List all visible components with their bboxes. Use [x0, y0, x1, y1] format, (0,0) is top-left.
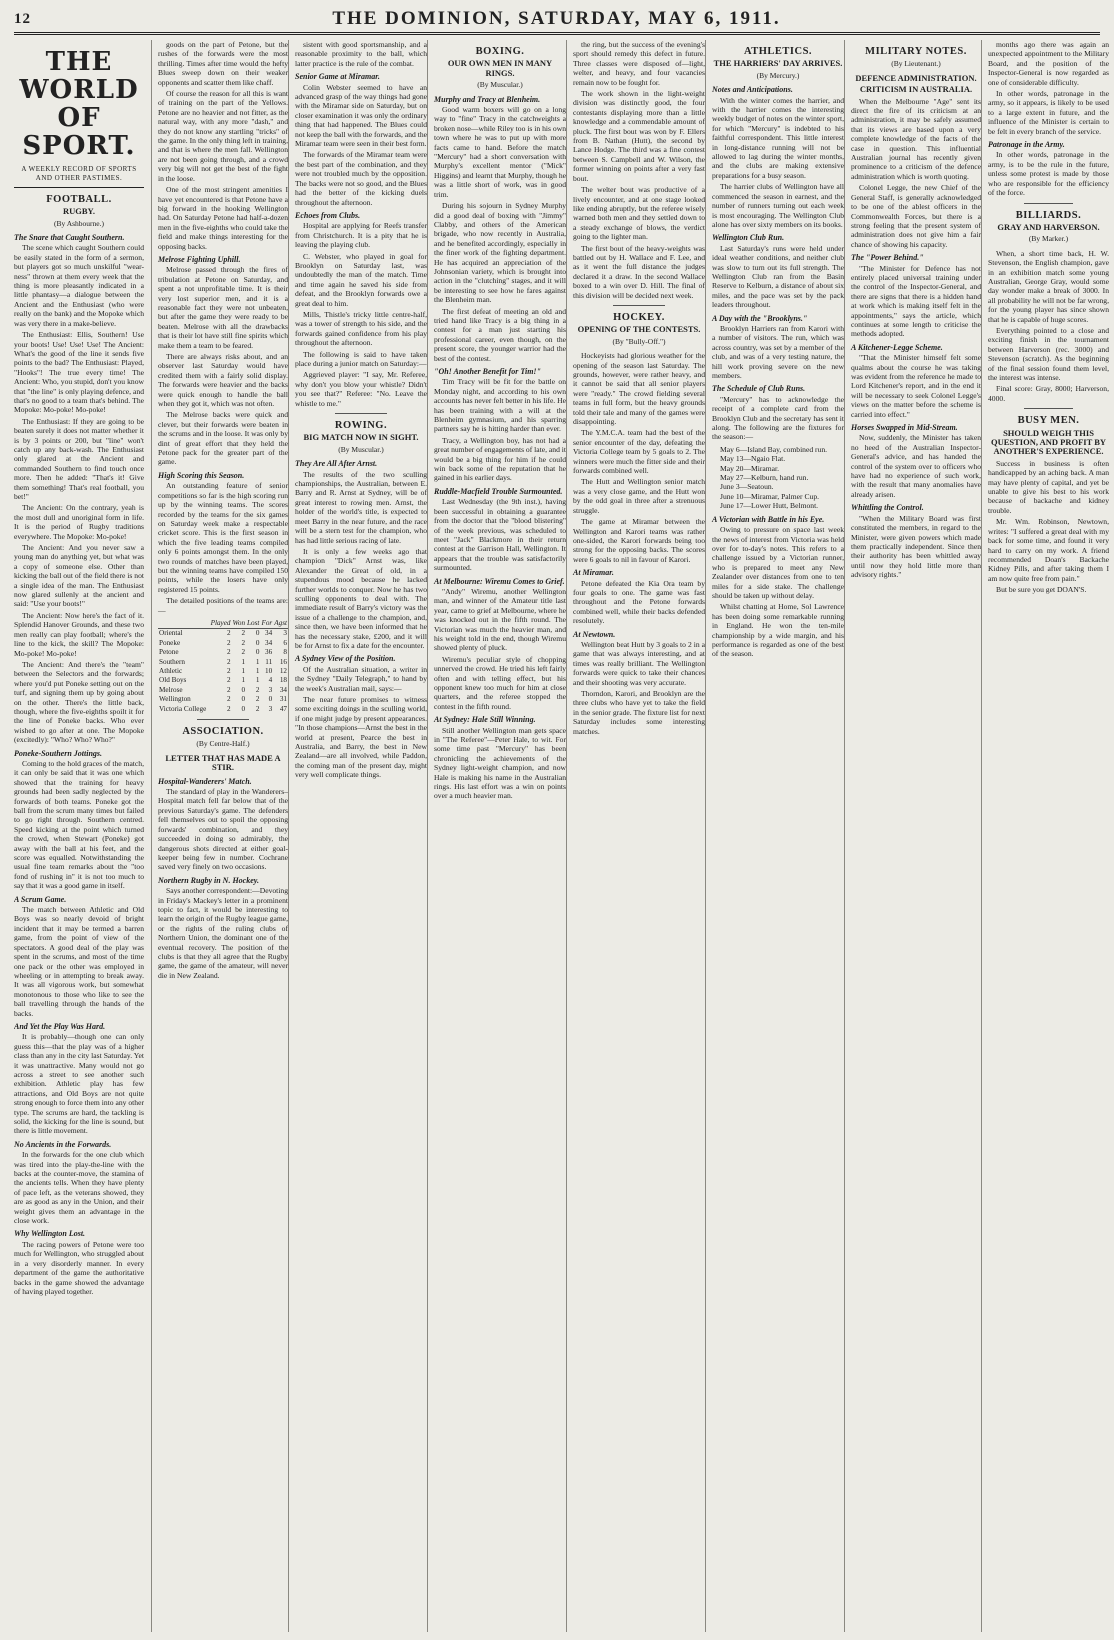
byline: (By Centre-Half.) — [196, 739, 250, 749]
table-cell: Oriental — [159, 629, 183, 638]
list-item: May 13—Ngaio Flat. — [720, 454, 786, 464]
table-cell: 2 — [226, 657, 231, 666]
table-header-cell: Agst — [274, 618, 287, 627]
table-cell: 1 — [255, 667, 260, 675]
paragraph: "Mercury" has to acknowledge the receipt of a complete card from the Brooklyn Club and the secretary has sent it along. The following are the fixtures for the season:— — [712, 394, 844, 442]
table-cell: 2 — [226, 638, 231, 647]
advert-subheading: SHOULD WEIGH THIS QUESTION, AND PROFIT BY ANOTHER'S EXPERIENCE. — [990, 427, 1107, 457]
table-row — [158, 695, 288, 704]
table-caption: The detailed positions of the teams are:— — [158, 596, 288, 615]
article-subheading: GRAY AND HARVERSON. — [997, 221, 1100, 232]
paragraph: Colonel Legge, the new Chief of the General Staff, is generally acknowledged to be one of the ablest officers in the Commonwealth Forces, but there is a strong feeling that the present system of administration does not give him a fair chance of showing his capacity. — [851, 183, 981, 249]
paragraph: The welter bout was productive of a lively encounter, and at one stage looked like ending abruptly, but the referee wisely warned both men and they settled down to a steady exchange of blows, the verdict going to the lighter man. — [573, 185, 705, 242]
table-cell: 1 — [241, 657, 246, 666]
column-8 — [981, 40, 1109, 1632]
paragraph: Mills, Thistle's tricky little centre-half, was a tower of strength to his side, and the forwards gained confidence from his play throughout the afternoon. — [295, 309, 427, 348]
paragraph: The Melrose backs were quick and clever, but their forwards were beaten in the scrums and in the loose. It was only by dint of great effort that they held the Petone pack for the greater part of the game. — [158, 410, 288, 467]
table-cell: 0 — [255, 648, 260, 657]
table-cell: 0 — [255, 629, 260, 638]
table-cell: 2 — [226, 704, 231, 713]
paragraph: Still another Wellington man gets space in "The Referee"—Peter Hale, to wit. For some time past "Mercury" has been chronicling the achievements of the Sydney light-weight champion, and now Hale is making his name in the Australian rings. His last effort was a win on points over a much heavier man. — [434, 725, 566, 801]
paragraph: With the winter comes the harrier, and with the harrier comes the interesting weekly budget of notes on the winter sport, for which "Mercury" is indebted to his faithful correspondent. This little interest in long-distance running will not be allowed to lag during the winter months, and the clubs are making extensive preparations for a busy season. — [712, 95, 844, 180]
table-cell: Poneke — [159, 638, 181, 647]
byline: (By Lieutenant.) — [891, 59, 941, 69]
article-heading: At Melbourne: Wiremu Comes to Grief. — [434, 576, 565, 586]
paragraph: In other words, patronage in the army, so it appears, is likely to be used to a large extent in future, and the influence of the Minister is certain to be felt in every branch of the service. — [988, 89, 1109, 136]
table-cell: 1 — [241, 676, 246, 685]
paragraph: Mr. Wm. Robinson, Newtown, writes: "I suffered a great deal with my back for some time, and found it very hard to carry on my work. A friend recommended Doan's Backache Kidney Pills, and after taking them I am now quite free from pain." — [988, 517, 1109, 583]
list-item: June 3—Seatoun. — [720, 482, 774, 492]
table-cell: 2 — [226, 648, 231, 657]
paragraph: Hockeyists had glorious weather for the opening of the season last Saturday. The grounds, however, were rather heavy, and it cannot be said that all senior players were "ready." The crowd fielding several teams in full form, but the heavy grounds told their tale and many of the games were disappointing. — [573, 351, 705, 427]
table-cell: 11 — [265, 657, 273, 666]
table-cell: 3 — [268, 704, 273, 713]
paragraph: The work shown in the light-weight division was distinctly good, the four contestants displaying more than a little knowledge and a commendable amount of pluck. The first bout was won by F. Ellers from B. Nathan (Hutt), the second by Lance Hodge. The third was a fine contest between S. Campbell and W. Wilson, the former winning on points after a very fast bout. — [573, 89, 705, 183]
paragraph: An outstanding feature of senior competitions so far is the high scoring run up by the winning teams. The scores recorded by the teams for the six games on Saturday week make a respectable cricket score. This is the first season in which the five leading teams compiled only 6 points amongst them. In the only two rounds of matches have been played, but the winning teams have compiled 150 points, while the losers have only registered 15 points. — [158, 481, 288, 594]
table-cell: Old Boys — [159, 676, 187, 685]
table-cell: 1 — [241, 667, 246, 675]
paragraph: The harrier clubs of Wellington have all commenced the season in earnest, and the number of runners turning out each week is most encouraging. The Wellington Club alone has over sixty members on its books. — [712, 182, 844, 229]
run-schedule-list — [720, 445, 844, 511]
article-subheading: DEFENCE ADMINISTRATION. — [855, 72, 977, 83]
paragraph: Final score: Gray, 8000; Harverson, 4000. — [988, 384, 1109, 403]
article-heading: A Scrum Game. — [14, 894, 67, 904]
rugby-subheading: RUGBY. — [62, 206, 96, 217]
column-1 — [14, 40, 144, 1632]
article-subheading: OPENING OF THE CONTESTS. — [577, 324, 701, 335]
paragraph: Brooklyn Harriers ran from Karori with a number of visitors. The run, which was across country, was set by a member of the club, and was of a very testing nature, the hill work proving severe on the new members. — [712, 323, 844, 380]
article-heading: At Miramar. — [573, 568, 614, 578]
paragraph: The Hutt and Wellington senior match was a very close game, and the Hutt won by the odd goal in three after a strenuous struggle. — [573, 477, 705, 515]
paragraph: the ring, but the success of the evening's sport should remedy this defect in future. Three classes were disposed of—light, welter, and heavy, and four vacancies remain now to be fought for. — [573, 40, 705, 87]
football-heading: FOOTBALL. — [46, 193, 112, 205]
table-row — [158, 676, 288, 685]
byline: (By Ashbourne.) — [54, 218, 104, 228]
table-cell: 0 — [241, 695, 246, 704]
list-item: May 6—Island Bay, combined run. — [720, 444, 828, 454]
masthead-title: THE DOMINION, SATURDAY, MAY 6, 1911. — [332, 8, 781, 29]
table-row — [158, 667, 288, 676]
paragraph: "Andy" Wiremu, another Wellington man, and winner of the Amateur title last year, came to grief at Melbourne, where he was knocked out in the fifth round. The Victorian was much the heavier man, and his weight told in the end, though Wiremu showed plenty of pluck. — [434, 586, 566, 653]
table-cell: 34 — [279, 685, 287, 694]
byline: (By Marker.) — [1028, 234, 1069, 244]
paragraph: Of the Australian situation, a writer in the Sydney "Daily Telegraph," to hand by the week's Australian mail, says:— — [295, 664, 427, 693]
column-6 — [705, 40, 844, 1632]
article-heading: The Snare that Caught Southern. — [14, 233, 125, 243]
paragraph: Last Saturday's runs were held under ideal weather conditions, and neither club was slow to turn out its full strength. The Wellington Club ran from the Basin Reserve to Kelburn, a distance of about six miles, and the pace was set by the pack leaders throughout. — [712, 243, 844, 310]
paragraph: In the forwards for the one club which was tired into the play-the-line with the backs at the counter-move, the stamina of the ancients tells. When they have plenty of pace left, as the veterans showed, they are as good as any in the Union, and their weight gives them an advantage in the close work. — [14, 1150, 144, 1226]
paragraph: The standard of play in the Wanderers–Hospital match fell far below that of the previous Saturday's game. The defenders fell themselves out to spoil the opposing forwards' combination, and they succeeded in doing so admirably, the dangerous shots directed at either goal-keeper being few in number. Cochrane saved very finely on two occasions. — [158, 787, 288, 872]
paragraph: sistent with good sportsmanship, and a reasonable proximity to the ball, which latter practice is the rule of the combat. — [295, 40, 427, 68]
table-row — [158, 658, 288, 667]
paragraph: "The Minister for Defence has not entirely placed universal training under the control of the Inspector-General, and there are signs that there is a hidden hand at work which is making itself felt in the appointments," says the article, which continues at some length to criticise the methods adopted. — [851, 263, 981, 339]
paragraph: The scene which caught Southern could be easily stated in the form of a sermon, but players got so much unskilful "wear-ness" thrown at them every week that the thing is more pleasantly indicated in a little phantasy—a dialogue between the Ancient and the Enthusiast (who were really on the bank) and the Mopoke which was very there in a make-believe. — [14, 243, 144, 328]
table-cell: 2 — [241, 648, 246, 657]
article-heading: Notes and Anticipations. — [712, 85, 793, 95]
section-masthead-subtitle: A WEEKLY RECORD OF SPORTS AND OTHER PASTIMES. — [14, 165, 144, 188]
list-item: June 10—Miramar, Palmer Cup. — [720, 491, 820, 501]
paragraph: Owing to pressure on space last week the news of interest from Victoria was held over for to-day's notes. This refers to a challenge issued by a Victorian runner, who is prepared to meet any New Zealander over distances from one to ten miles for a side stake. The challenge should be taken up without delay. — [712, 525, 844, 600]
table-row — [158, 639, 288, 648]
article-subheading: LETTER THAT HAS MADE A STIR. — [165, 752, 281, 773]
paragraph: Melrose passed through the fires of tribulation at Petone on Saturday, and spent a not unprofitable time. It is their very lost superior men, and it is a reasonable fact they were not unbeaten, but after the game they were ready to be beaten. Melrose with all the drawbacks that is their lot have still fine spirits which make them a team to be feared. — [158, 265, 288, 350]
article-heading: And Yet the Play Was Hard. — [14, 1021, 106, 1031]
divider — [613, 305, 666, 306]
article-heading: A Victorian with Battle in his Eye. — [712, 514, 825, 524]
table-cell: 10 — [265, 667, 273, 675]
masthead — [14, 6, 1100, 35]
column-3 — [288, 40, 427, 1632]
table-cell: 3 — [283, 629, 287, 638]
paragraph: Success in business is often handicapped by an aching back. A man may have plenty of capital, and yet be unable to give his best to his work because of backache and kidney trouble. — [988, 458, 1109, 515]
table-cell: 2 — [255, 685, 260, 694]
table-cell: 2 — [241, 638, 246, 647]
table-header-cell: Won — [232, 618, 246, 627]
table-cell: 6 — [283, 638, 287, 647]
divider — [335, 413, 388, 414]
paragraph: Coming to the hold graces of the match, it can only be said that it was one which showed that the training for heavy grounds had been sadly neglected by the forwards of both teams. Poneke got the ball from the scrum many times but failed to go right through. Southern centred. Speed kicking at the point which turned the crowd, when Stewart (Poneke) got away with the ball at his feet, and the score was equalled. Notwithstanding the usual fine team remarks about the "too fond of rushing in" it is not too much to say that it was a good game in itself. — [14, 758, 144, 891]
table-row — [158, 686, 288, 695]
table-cell: 2 — [255, 695, 260, 704]
table-cell: 8 — [283, 648, 287, 657]
paragraph: Thorndon, Karori, and Brooklyn are the three clubs who have yet to take the field in the senior grade. The fixture list for next Saturday includes some interesting matches. — [573, 689, 705, 736]
article-heading: Echoes from Clubs. — [295, 210, 361, 220]
military-notes-heading: MILITARY NOTES. — [865, 46, 967, 57]
paragraph: Of course the reason for all this is want of training on the part of the Yellows. Petone are no heavier and not fitter, as the natural way, with any more "dash," and they do not know any startling "tricks" of the game. In the only thing left in training, and that is where the men fall. Wellington are not been going through, and a crowd very big will not get the best of the fight in the loose. — [158, 89, 288, 183]
divider — [1024, 408, 1072, 409]
article-heading: The Schedule of Club Runs. — [712, 384, 806, 394]
paragraph: The Enthusiast: If they are going to be beaten surely it does not matter whether it is by 3 points or 200, but "line" won't catch up any back-wash. The Enthusiast only glared at the Ancient and commanded Southern to find touch once more. Then he added: "That's it! Give them something! That's real football, you bet!" — [14, 416, 144, 501]
table-cell: 36 — [265, 648, 273, 657]
paragraph: It is only a few weeks ago that champion "Dick" Arnst was, like Alexander the Great of old, in a stupendous mood because he lacked further worlds to conquer. Now he has two sculling opponents to deal with. The immediate result of Barry's victory was the issue of a challenge to the champion, and, since then, we have been informed that he has the necessary stake, £200, and it will be for Arnst to fix a date for the encounter. — [295, 546, 427, 650]
article-heading: Why Wellington Lost. — [14, 1229, 86, 1239]
article-heading: Poneke-Southern Jottings. — [14, 748, 103, 758]
advert-heading: BUSY MEN. — [1017, 415, 1080, 427]
article-heading: "Oh! Another Benefit for Tim!" — [434, 367, 541, 376]
paragraph: Whilst chatting at Home, Sol Lawrence has been doing some remarkable running in England. He won the ten-mile championship by a wide margin, and his performance is regarded as one of the best of the season. — [712, 602, 844, 659]
article-heading: The "Power Behind." — [851, 253, 924, 263]
paragraph: Tracy, a Wellington boy, has not had a great number of engagements of late, and it would be a big thing for him if he could win back some of the reputation that he gained in his earlier days. — [434, 435, 566, 483]
paragraph: "When the Military Board was first constituted the members, in regard to the Minister, were given powers which made them practically independent. Since then their authority has been whittled away until now they hold little more than advisory rights." — [851, 513, 981, 580]
table-cell: 2 — [226, 695, 231, 704]
column-4 — [427, 40, 566, 1632]
table-cell: 16 — [279, 657, 287, 666]
table-cell: Southern — [159, 657, 185, 666]
table-cell: Petone — [159, 648, 179, 657]
byline: (By Mercury.) — [756, 70, 800, 80]
article-heading: Melrose Fighting Uphill. — [158, 254, 241, 264]
paragraph: Now, suddenly, the Minister has taken no heed of the Australian Inspector-General's advice, and has handed the control of the system over to officers who have had no experience of such work, with the result that many anomalies have already arisen. — [851, 433, 981, 499]
paragraph: Petone defeated the Kia Ora team by four goals to one. The game was fast throughout and the Petone forwards combined well, while their backs defended resolutely. — [573, 578, 705, 626]
article-heading: Horses Swapped in Mid-Stream. — [851, 423, 958, 433]
association-heading: ASSOCIATION. — [182, 726, 264, 738]
boxing-heading: BOXING. — [475, 46, 525, 57]
table-cell: 12 — [279, 667, 287, 675]
article-heading: Northern Rugby in N. Hockey. — [158, 875, 260, 885]
paragraph: The first defeat of meeting an old and tried hand like Tracy is a big thing in a contest for a man just starting his professional career, even though, on the present score, the younger warrior had the best of the contest. — [434, 306, 566, 363]
article-heading: No Ancients in the Forwards. — [14, 1139, 112, 1149]
article-heading: Hospital-Wanderers' Match. — [158, 776, 252, 786]
paragraph: There are always risks about, and an observer last Saturday would have credited them with a fairly solid display. The forwards were heavier and the backs were quick enough to handle the ball when they got it, which was not often. — [158, 352, 288, 409]
paragraph: Wellington beat Hutt by 3 goals to 2 in a game that was always interesting, and at times was really brilliant. The Wellington forwards were quick to take their chances and their shooting was very accurate. — [573, 639, 705, 687]
article-subheading: THE HARRIERS' DAY ARRIVES. — [713, 58, 843, 69]
billiards-heading: BILLIARDS. — [1015, 209, 1082, 221]
table-row — [158, 648, 288, 657]
paragraph: The near future promises to witness some exciting doings in the sculling world, if one might judge by present appearances. "In those champions—Arnst the best in the world at present, Pearce the best in Australia, and Barry, the best in New Zealand—are all involved, while Paddon, the coming man of the present day, might very well complicate things. — [295, 695, 427, 780]
table-cell: 47 — [279, 704, 287, 713]
article-heading: Murphy and Tracy at Blenheim. — [434, 94, 541, 104]
paragraph: Hospital are applying for Reefs transfer from Christchurch. It is a pity that he is leaving the playing club. — [295, 221, 427, 250]
column-5 — [566, 40, 705, 1632]
table-cell: 2 — [226, 676, 231, 685]
divider — [1024, 203, 1072, 204]
paragraph: months ago there was again an unexpected appointment to the Military Board, and the position of the Inspector-General is now regarded as one of considerable difficulty. — [988, 40, 1109, 87]
article-heading: A Kitchener-Legge Scheme. — [851, 342, 943, 352]
article-heading: Senior Game at Miramar. — [295, 72, 380, 82]
article-heading: Patronage in the Army. — [988, 140, 1065, 150]
table-cell: 18 — [279, 676, 287, 685]
table-cell: Athletic — [159, 667, 183, 675]
table-cell: 2 — [226, 667, 231, 675]
table-cell: 0 — [255, 638, 260, 647]
paragraph: Good warm boxers will go on a long way to "fine" Tracy in the catchweights a broken nose—while Riley too is in his own town where he was to put up with more facts came to hand. Before the match "Mercury" had a short conversation with Murphy's excellent mentor ("Mick" Higgins) and learnt that Murphy, though he was a little short of work, was in good trim. — [434, 105, 566, 199]
article-heading: At Sydney: Hale Still Winning. — [434, 715, 536, 725]
byline: (By Muscular.) — [477, 80, 523, 90]
table-cell: 2 — [255, 704, 260, 713]
paragraph: The match between Athletic and Old Boys was so nearly devoid of bright incident that it may be termed a barren game, from the point of view of the spectators. A good deal of the play was spent in the scrums, and most of the time one pack or the other was employed in wheeling or in attempting to break away. It was all vigorous work, but somewhat monotonous to those who like to see the ball travelling through the hands of the backs. — [14, 905, 144, 1018]
byline: (By Muscular.) — [338, 444, 384, 454]
list-item: May 20—Miramar. — [720, 463, 780, 473]
article-heading: A Day with the "Brooklyns." — [712, 313, 808, 323]
table-cell: 31 — [279, 695, 287, 704]
table-cell: 34 — [265, 629, 273, 638]
rowing-heading: ROWING. — [334, 420, 388, 432]
table-cell: Victoria College — [159, 704, 207, 713]
article-subheading: CRITICISM IN AUSTRALIA. — [859, 84, 973, 95]
column-7 — [844, 40, 981, 1632]
section-masthead-title: THE WORLD OF SPORT. — [19, 47, 139, 161]
paragraph: The Ancient: On the contrary, yeah is the most dull and unoriginal form in life. It is the period of Rugby traditions everywhere. The Mopoke: Mo-poke! — [14, 503, 144, 541]
paragraph: The results of the two sculling championships, the Australian, between E. Barry and R. Arnst at Sydney, will be of great interest to rowing men. Arnst, the holder of the world's title, is expected to meet Barry in the near future, and the race will be a stern test for the champion, who has had little serious racing of late. — [295, 469, 427, 545]
article-heading: Ruddle-Macfield Trouble Surmounted. — [434, 486, 563, 496]
paragraph: Last Wednesday (the 9th inst.), having been successful in obtaining a guarantee from the doctor that the "blood blistering" of the week previous, was scheduled to meet "Jack" Blackmore in their return contest at the Garrison Hall, Wellington. It appears that the trouble was satisfactorily surmounted. — [434, 497, 566, 573]
paragraph: The racing powers of Petone were too much for Wellington, who struggled about in a very disorderly manner. In every department of the game the authoritative backs in the game showed the advantage of having played together. — [14, 1239, 144, 1296]
article-heading: A Sydney View of the Position. — [295, 654, 396, 664]
article-subheading: OUR OWN MEN IN MANY RINGS. — [447, 58, 553, 78]
paragraph: The Enthusiast: Ellis, Southern! Use your boots! Use! Use! Use! The Ancient: What's the good of the line it sends five points to the bad? The Enthusiast: Played, "Hooks"! The true every time! The Ancient: Who, you stupid, don't you know that "the line" is only playing defence, and that's no good to a team that's behind. The Mopoke: Mo-poke! Mo-poke! — [14, 330, 144, 415]
paragraph: The Y.M.C.A. team had the best of the senior encounter of the day, defeating the Victoria College team by 5 goals to 2. The winners were much the fitter side and their forwards combined well. — [573, 428, 705, 476]
article-heading: High Scoring this Season. — [158, 470, 245, 480]
table-cell: 3 — [268, 685, 273, 694]
byline: (By "Bully-Off.") — [612, 336, 666, 346]
table-cell: 0 — [241, 704, 246, 713]
table-cell: 1 — [255, 676, 260, 685]
paragraph: "That the Minister himself felt some qualms about the course he was taking was evident from the reference he made to Lord Kitchener's report, and in the end it will be necessary to seek Colonel Legge's views on the matter before the scheme is carried into effect." — [851, 353, 981, 419]
article-heading: Whittling the Control. — [851, 503, 924, 513]
paragraph: Colin Webster seemed to have an advanced grasp of the way things had gone with the Miramar side on Saturday, but on closer examination it was only the ordinary thing that had happened. The Blues could not keep the ball with the forwards, and the Miramar team were seen in their best form. — [295, 82, 427, 149]
page-number: 12 — [14, 10, 31, 27]
paragraph: Wiremu's peculiar style of chopping unnerved the crowd. He tried his left fairly often and with telling effect, but his opponent knew too much for him at close quarters, and the referee stopped the contest in the fifth round. — [434, 654, 566, 711]
list-item: June 17—Lower Hutt, Belmont. — [720, 501, 819, 511]
table-row — [158, 629, 288, 639]
paragraph: goods on the part of Petone, but the rushes of the forwards were the most thrilling. Times after time would the hefty Blues sweep down on their weaker opponents and scatter them like chaff. — [158, 40, 288, 87]
table-cell: 34 — [265, 638, 273, 647]
athletics-heading: ATHLETICS. — [743, 46, 813, 57]
table-header-cell — [158, 619, 210, 629]
table-cell: 0 — [241, 685, 246, 694]
paragraph: One of the most stringent amenities I have yet encountered is that Petone have a big forward in the hooking Wellington had. On Saturday Petone had half-a-dozen men in the five-eighths who could take the field and make things interesting for the opposing backs. — [158, 185, 288, 251]
standings-table — [158, 619, 288, 714]
table-cell: 2 — [226, 629, 231, 638]
paragraph: The forwards of the Miramar team were the best part of the combination, and they were not troubled much by the opposition. The backs were not so good, and the Blues had the better of the kicking duels throughout the afternoon. — [295, 150, 427, 207]
table-cell: 1 — [255, 657, 260, 666]
paragraph: When the Melbourne "Age" sent its direct the fire of its criticism at an administration, it may be safely assumed that its views are based upon a very complete knowledge of the facts of the case in question. This influential Australian journal has recently given prominence to a criticism of the defence administration which is worth quoting. — [851, 96, 981, 181]
paragraph: It is probably—though one can only guess this—that the play was of a higher class than any in the city last Saturday. Yet it was unattractive. Many would not go across a street to see another such exhibition. Athletic play has few attractions, and Old Boys are not quite strong enough to force them into any other type. The scrums are hard, the tackling is solid, the kicking for the line is sound, but there is little movement. — [14, 1032, 144, 1136]
paragraph: When, a short time back, H. W. Stevenson, the English champion, gave in an exhibition match some young Australian, George Gray, would some day wonder make a break of 3000. In all probability he will not be far wrong, for the young player has since shown that he is capable of huge scores. — [988, 248, 1109, 324]
hockey-heading: HOCKEY. — [613, 311, 665, 323]
table-cell: Melrose — [159, 685, 183, 694]
column-2 — [151, 40, 288, 1632]
paragraph: The game at Miramar between the Wellington and Karori teams was rather one-sided, the Karori forwards being too strong for the opposing backs. The scores were 6 goals to nil in favour of Karori. — [573, 517, 705, 564]
table-row — [158, 705, 288, 714]
table-header-row — [158, 619, 288, 629]
paragraph: Aggrieved player: "I say, Mr. Referee, why don't you blow your whistle? Didn't you see that?" Referee: "No. Leave the whistle to me." — [295, 370, 427, 408]
article-heading: At Newtown. — [573, 629, 616, 639]
article-heading: They Are All After Arnst. — [295, 459, 378, 469]
paragraph: But be sure you get DOAN'S. — [996, 585, 1087, 595]
paragraph: C. Webster, who played in goal for Brooklyn on Saturday last, was undoubtedly the man of the match. Time and time again he saved his side from defeat, and the Brooklyn forwards owe a great deal to him. — [295, 251, 427, 308]
paragraph: Everything pointed to a close and exciting finish in the tournament between Harverson (rec. 3000) and Stevenson (scratch). As the beginning of the final session found them level, the interest was intense. — [988, 325, 1109, 382]
list-item: May 27—Kelburn, hand run. — [720, 473, 809, 483]
paragraph: During his sojourn in Sydney Murphy did a good deal of boxing with "Jimmy" Clabby, and others of the American brigade, who now recently in Australia, and he benefited accordingly, especially in the finer work of the fighting department. He has acquired an appreciation of the Johnsonian variety, which is brought into action in the "clutching" stages, and it will be interesting to see how he fares against the Blenheim man. — [434, 201, 566, 305]
table-cell: 2 — [241, 629, 246, 638]
paragraph: The first bout of the heavy-weights was battled out by H. Wallace and F. Lee, and as it went the full distance the judges declared it a draw. In the second Wallace boxed to a win over D. Hill. The final of this division will be decided next week. — [573, 243, 705, 300]
paragraph: The Ancient: Now here's the fact of it. Splendid Hanover Grounds, and these two men really can play football; where's the line to the kick, the skill? The Mopoke: Mo-poke! Mo-poke! — [14, 610, 144, 658]
paragraph: Says another correspondent:—Devoting in Friday's Mackey's letter in a prominent topic to fact, it would be interesting to learn the origin of the Rugby league game, or the rights of the ruling clubs of Northern Union, the dominant one of the eventual recovery. The position of the clubs is that they all agree that the Rugby game, the game of the amateur, will never die in New Zealand. — [158, 886, 288, 980]
article-subheading: BIG MATCH NOW IN SIGHT. — [303, 432, 419, 443]
paragraph: Tim Tracy will be fit for the battle on Monday night, and according to his own accounts has never felt better in his life. He has been training with a will at the Blenheim gymnasium, and his sparring partners say he is hitting harder than ever. — [434, 377, 566, 434]
table-header-cell: Lost — [247, 618, 260, 627]
paragraph: The Ancient: And there's the "team" between the Selectors and the forwards; where you'd put Poneke setting out on the turf, and signing them up by going about on the other. There's the little back, though, where the five-eighths spoilt it for the line of Poneke backs. Who ever wished to go after at one. The Mopoke (excitedly): "Who? Who? Who?" — [14, 659, 144, 745]
table-cell: 2 — [226, 685, 231, 694]
divider — [197, 719, 249, 720]
article-heading: Wellington Club Run. — [712, 233, 785, 243]
paragraph: The following is said to have taken place during a junior match on Saturday:— — [295, 349, 427, 368]
paragraph: In other words, patronage in the army, is to be the rule in the future, unless some protest is made by those who are responsible for the efficiency of the force. — [988, 150, 1109, 198]
table-cell: 0 — [268, 695, 273, 704]
table-header-cell: Played — [210, 618, 231, 627]
table-cell: 4 — [268, 676, 273, 685]
paragraph: The Ancient: And you never saw a young man do anything yet, but what was a copy of someone else. Other than kicking the ball out of the field there is not a single idea of the man. The Enthusiast now glared sullenly at the ancient and said: "Use your boots!" — [14, 543, 144, 609]
table-cell: Wellington — [159, 695, 191, 704]
table-header-cell: For — [261, 618, 273, 627]
